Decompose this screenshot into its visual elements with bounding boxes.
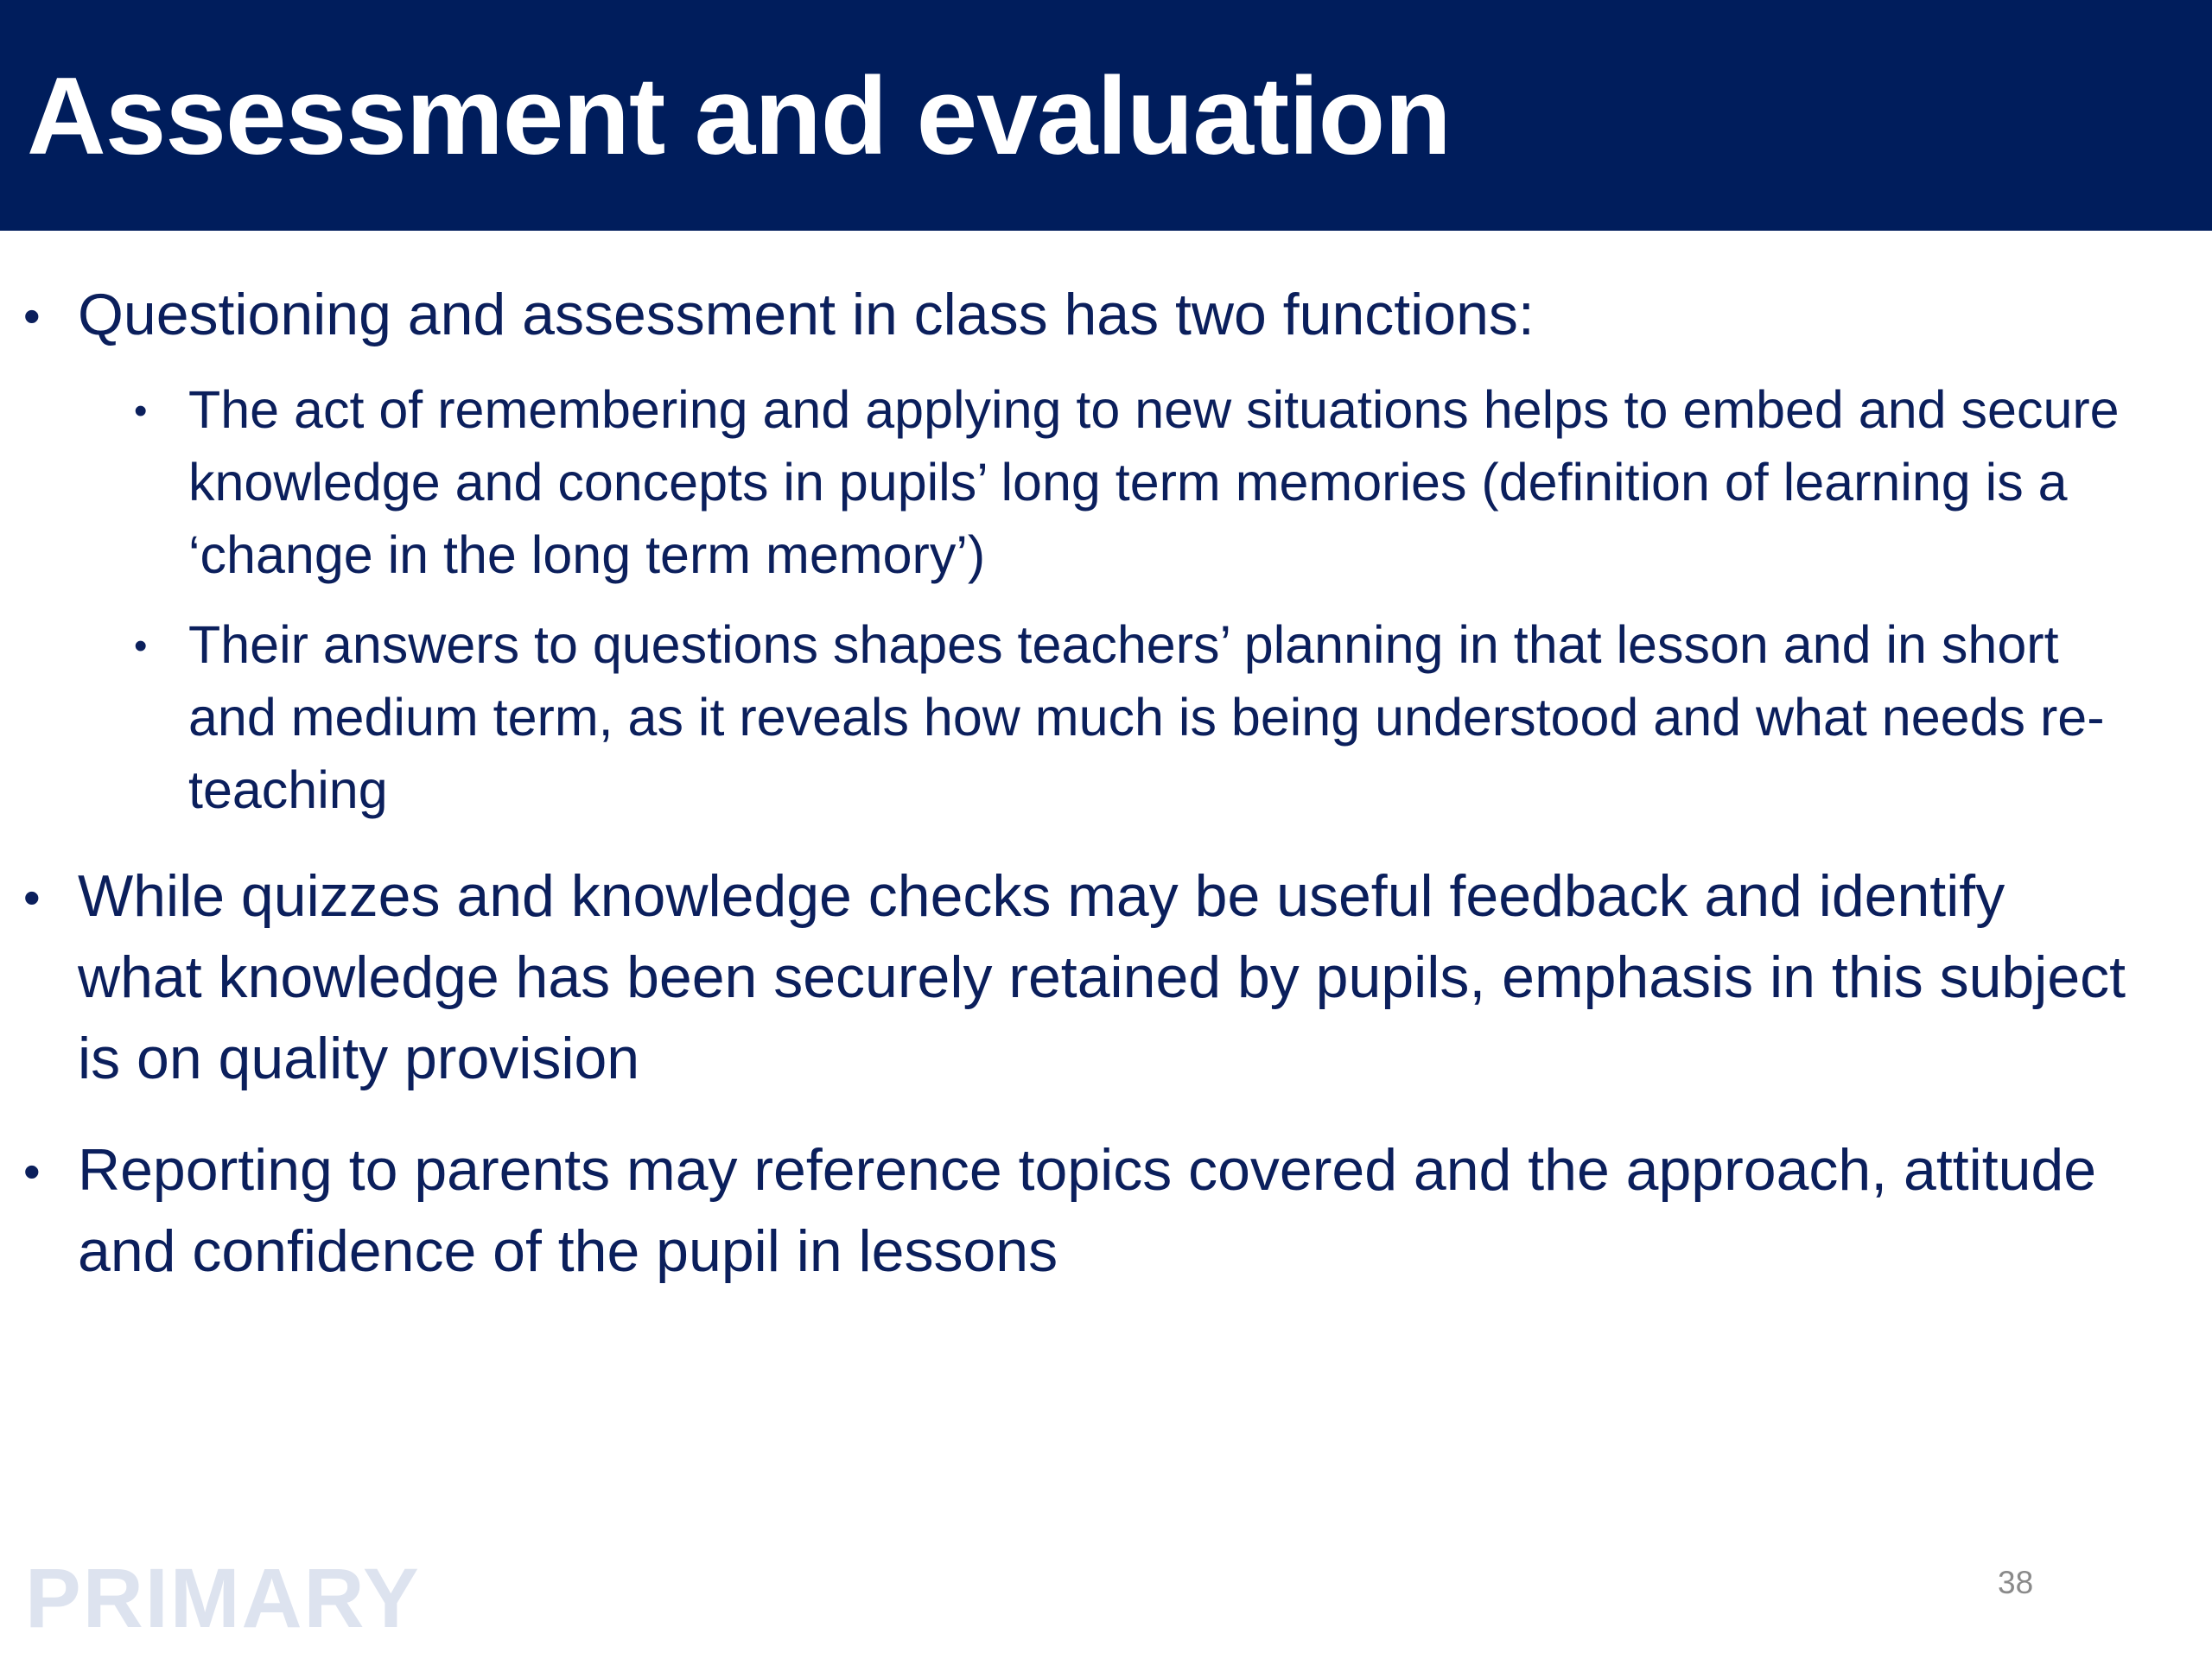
bullet-icon: • bbox=[23, 1144, 41, 1198]
sub-bullet-text: The act of remembering and applying to new situations helps to embed and secure knowledge and concepts in pupils’ long term memories (definition of learning is a ‘change in the long term memory’) bbox=[188, 380, 2120, 584]
page-number: 38 bbox=[1998, 1565, 2034, 1600]
bullet-text: Reporting to parents may reference topics covered and the approach, attitude and confidence of the pupil in lessons bbox=[78, 1137, 2097, 1284]
bullet-text: Questioning and assessment in class has two functions: bbox=[78, 282, 1535, 347]
sub-bullet-text: Their answers to questions shapes teachers’ planning in that lesson and in short and medium term, as it reveals how much is being understood and what needs re-teaching bbox=[188, 615, 2105, 819]
bullet-icon: • bbox=[134, 390, 148, 432]
bullet-item bbox=[23, 1129, 2183, 1292]
bullet-icon: • bbox=[134, 625, 148, 667]
bullet-item bbox=[23, 274, 2192, 355]
sub-bullet-item bbox=[134, 373, 2160, 591]
bullet-item bbox=[23, 855, 2132, 1099]
bullet-icon: • bbox=[23, 870, 41, 925]
slide-title: Assessment and evaluation bbox=[27, 54, 1451, 177]
bullet-text: While quizzes and knowledge checks may be useful feedback and identify what knowledge has been securely retained by pupils, emphasis in this subject is on quality provision bbox=[78, 863, 2126, 1091]
sub-bullet-item bbox=[134, 608, 2160, 826]
footer-logo: PRIMARY bbox=[25, 1551, 421, 1645]
bullet-icon: • bbox=[23, 289, 41, 343]
